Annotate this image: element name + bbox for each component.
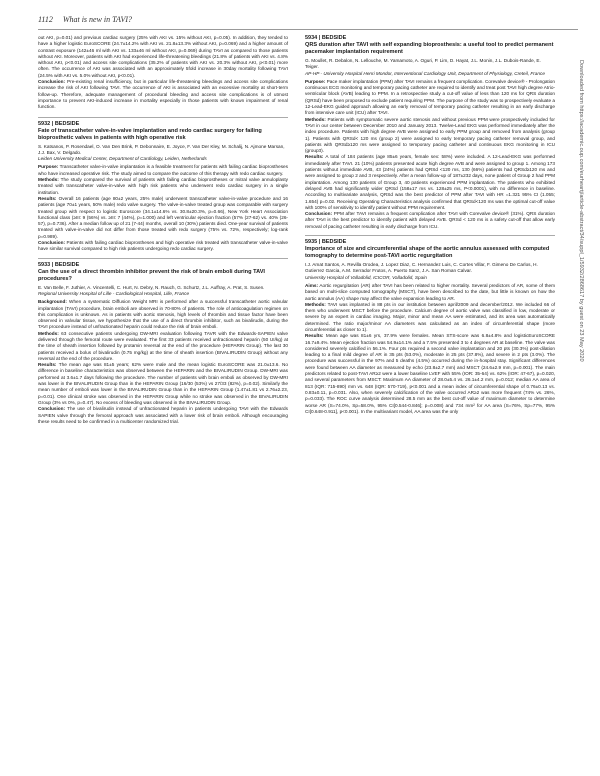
abstract-affiliation: Leiden University Medical Center, Department of Cardiology, Leiden, Netherlands <box>38 156 207 162</box>
section-label: Conclusion: <box>38 406 66 412</box>
abstract-authors: S. Katsanos, P. Rosendael, O. Van Den Brink, P. Debonnaire, E. Joyce, F. Van Der Kley, M. Schalij, N. Ajmone Marsan, J.J. Bax, V. Delgado. <box>38 143 285 155</box>
section-label: Conclusion: <box>38 79 66 85</box>
abstract-5934 <box>305 35 555 230</box>
abstract-section <box>305 283 555 302</box>
abstract-section <box>305 79 555 117</box>
section-label: Aims: <box>305 282 319 288</box>
abstract-section <box>38 331 288 362</box>
section-label: Conclusion: <box>38 240 66 246</box>
abstract-section <box>38 406 288 425</box>
section-text: 63 consecutive patients undergoing DW-MRI evaluation following TAVR with the Edwards-SAPIEN valve delivered through the femoral route were evaluated. The first 33 patients received unfractionated heparin (50 UI/kg) at the time of sheath insertion followed by protamin reversal at the end of the procedure (HEPARIN Group). The last 30 patients received a bolus of bivalirudin (0.75 mg/kg) at the time of sheath insertion (BIVALIRUDIN Group) without any reversal at the end of the procedure. <box>38 330 288 361</box>
section-label: Purpose: <box>305 78 326 84</box>
section-label: Methods: <box>305 116 326 122</box>
section-text: Aortic regurgitation (AR) after TAVI has been related to higher mortality. Several predictors of AR, some of them based on multi-slice computed tomography (MSCT), have been described to the date, but little is known on how the aortic annulus (AA) shape may affect the valve expansion leading to AR. <box>305 282 555 301</box>
abstract-id: 5933 | BEDSIDE <box>38 261 80 268</box>
download-watermark <box>576 60 586 640</box>
running-header <box>38 15 132 24</box>
section-text: Transcatheter valve-in-valve implantation is a feasible treatment for patients with failing cardiac bioprostheses who have increased operative risk. The study aimed to compare the outcome of this therapy with redo cardiac surgery. <box>38 164 288 176</box>
section-label: Results: <box>305 154 324 160</box>
abstract-section <box>38 177 288 196</box>
abstract-title: Can the use of a direct thrombin inhibitor prevent the risk of brain emboli during TAVI procedures? <box>38 268 265 282</box>
abstract-5935 <box>305 235 555 415</box>
journal-section: What is new in TAVI? <box>62 15 133 24</box>
section-text: PPM after TAVI remains a frequent complication after TAVI with Corevalve device® (31%). QRS duration after TAVI is the best predictor to identify patient with delayed AVB. QRSd < 120 ms is a safety cut-off that allow early removal of pacing catheter resulting in early discharge from ICU. <box>305 211 555 229</box>
abstract-section <box>38 196 288 240</box>
abstract-section <box>305 302 555 333</box>
section-text: When a systematic Diffusion Weight MRI is performed after a successful transcatheter aortic valvular implantation (TAVI) procedure, brain emboli are observed in 70-80% of patients. The role of anticoagulation regimen on this complication is unknown. As in patients with aortic stenosis, high levels of thrombin and tissue factor have been observed in valvular tissue, we hypothesize that the use of a direct thrombin inhibitor, such as bivalirudin, during the TAVI procedure instead of unfractionated heparin could reduce the risk of brain emboli. <box>38 299 288 330</box>
abstract-section <box>38 164 288 177</box>
abstract-5932 <box>38 117 288 253</box>
section-text: The study compared the survival of patients with failing cardiac bioprostheses or mitral valve annuloplasty treated with transcatheter valve-in-valve with high risk patients who underwent redo cardiac surgery in a single institution. <box>38 177 289 195</box>
header-rule <box>38 29 578 30</box>
abstract-section <box>305 117 555 155</box>
section-label: Background: <box>38 299 67 305</box>
left-column <box>38 35 288 425</box>
section-text: Mean age was 81±6 yrs, 37.9% were females. Mean STS-score was 6.8±4.8% and logisticEuroSCORE 16.7±9.4%. Mean ejection fraction was 54.9±14.1% and a 7.5% presented 3 to 4 degrees AR at baseline. The valve was considered severely calcified in 56.1%. Four pts required a second valve implantation and 20 pts (30.3%) post-dilation leading to a final mild degree of AR in 35 pts (53.0%), moderate in 25 pts (37.8%), and severe in 2 pts (3.0%). The procedure was successful in the 97% and 5 deaths (4.5%) occurred during the in-hospital stay. Significant differences were found between AA diameter as measured by echo (23.8±2.7 mm) and MSCT (24.6±2.9 mm, p=0.001). The main predictors related to post-TAVI AR≥2 were a lower baseline LVEF with 55% (IOR: 35-64) vs. 62% (IOR: 47-67), p=0.020, and several parameters from MSCT: Maximum AA diameter of 28.0±5.4 vs. 26.1±4.2 mm, p=0.012; median AA area of 813 (IQR: 715-890) mm vs. 648 (IQR: 570-719), p<0.001 and a mean index of circumferential shape of 0.76±0.13 vs. 0.83±0.11, p=0.031. Also, when severely calcification of the valve occurred AR≥2 was more frequent (74% vs. 26%, p=0.033). The ROC curve analysis determined 28.5 mm as the best cut-off value of maximum diameter to determine worse AR (S=74.0%, Sp=58.0%, 95% CI[0.544-0.846]; p=0.008) and 734 mm² for AA area (S=76%, Sp=77%, 95% CI[0.648-0.911], p<0.001). In the multivariant model, AA area was the only <box>305 333 555 414</box>
continuation-text: out AKI, p=0.01) and previous cardiac surgery (25% with AKI vs. 15% without AKI, p=0.05). In addition, they tended to have a higher logistic EuroSCORE (24.7±14.2% with AKI vs. 21.8±13.3% without AKI, p=0.069) and a higher amount of contrast exposure (142±46 ml with AKI vs. 133±46 ml without AKI, p=0.069) during TAVI as compared to those patients without AKI. Moreover, patients with AKI had experienced life-threatening bleedings (21.8% of patients with AKI vs. 4.8% without AKI, p<0.01) and access site complications (35.2% of patients with AKI vs. 20.3% without AKI, p<0.01) more often. The occurrence of AKI was associated with an approximately 5fold increase in 30day mortality following TAVI (24.5% with AKI vs. 5.0% without AKI, p<0.01). <box>38 35 288 78</box>
section-label: Purpose: <box>38 164 59 170</box>
section-text: Pace maker implantation (PPM) after TAVI remains a frequent complication. Corevalve device® - Prolongation continuous ECG monitoring and temporary pacing catheter are required to identify and treat post TAVI high degree Atrio-ventricular block (AVB) leading to PPM. In a retrospective study a cut-off value of less than 120 ms for QRS duration (QRSd) have been proposed to exclude patient requiring PPM. The purpose of the study was to prospectively evaluate a 12-Lead-EKG guided approach allowing an early removal of temporary pacing catheter resulting in an early discharge from intensive care unit (ICU) after TAVI. <box>305 78 555 116</box>
section-text: Patients with symptomatic severe aortic stenosis and without previous PPM were prospectively included for TAVI in our center between December 2010 and January 2013. Twelve-Lead EKG was performed immediately after the index procedure. Patients with high degree AVB were assigned to early PPM group and removed from analysis (group 1). Patients with QRSd< 120 ms (group 2) were assigned to early temporary pacing catheter removal group, and patients with QRSd≥120 ms were assigned to temporary pacing catheter and continuous EKG monitoring in ICU (group3). <box>305 116 555 154</box>
abstract-section <box>38 240 288 253</box>
section-text: The use of bivalirudin instead of unfractionated heparin in patients undergoing TAVI with the Edwards SAPIEN valve through the femoral approach was associated with a lower risk of brain emboli. Although encouraging these results need to be confirmed in a multicenter randomized trial. <box>38 406 288 424</box>
section-label: Methods: <box>38 330 59 336</box>
section-label: Results: <box>305 333 324 339</box>
section-text: TAVI was implanted in 88 pts in our institution between april/2009 and december/2012. We included 66 of them who underwent MSCT before the procedure. Calcium degree of aortic valve was classified in low, moderate or severe by an expert in cardiac imaging. Major, minor and mean AA were estimated, and its area was automatically determined. The ratio major/minor AA diameters was calculated as an index of circumferential shape (more circumferential as closer to 1). <box>305 301 555 332</box>
abstract-authors: I.J. Amat Santos, A. Revilla Orodea, J. Lopez Diaz, C. Hernandez Luis, C. Cortes Villar, F. Gimeno De Carlos, H. Gutierrez Garcia, A.M. Serrador Frutos, A. Puerto Sanz, J.A. San Roman Calvar. <box>305 262 538 274</box>
section-text: Pre-existing renal insufficiency, but in particular life-threatening bleedings and access site complications increase the risk of AKI following TAVI. The occurrence of AKI is associated with an excessive mortality at short-term follow-up. Therefore, adequate management of procedural bleeding and access site complications is of utmost importance to prevent AKI-induced increase in mortality especially in those patients with known impairment of renal function. <box>38 79 288 110</box>
abstract-id: 5935 | BEDSIDE <box>305 239 347 246</box>
abstract-section <box>38 362 288 406</box>
right-column <box>305 35 555 415</box>
abstract-affiliation: University Hospital of Valladolid, ICICOR, Valladolid, Spain <box>305 274 427 280</box>
abstract-affiliation: Regional University Hospital of Lille - Cardiological Hospital, Lille, France <box>38 290 190 296</box>
abstract-id: 5932 | BEDSIDE <box>38 120 80 127</box>
abstract-5933 <box>38 258 288 426</box>
section-label: Methods: <box>38 177 59 183</box>
abstract-section <box>305 211 555 230</box>
abstract-title: QRS duration after TAVI with self expanding bioprosthesis: a useful tool to predict permanent pacemaker implantation requirement <box>305 42 554 55</box>
section-text: The mean age was 81±5 years; 62% were male and the mean logistic EuroSCORE was 21.0±13.6. No difference in baseline characteristics was observed between the HEPARIN and the BIVALIRUDIN Group. DW-MRI was performed at 3.6±1.7 days following the procedure. The number of patients with brain emboli as observed by DW-MRI was lower in the BIVALIRUDIN Group than in the HEPARIN Group (16/30 (53%) vs 27/33 (82%), p=0.02). Similarly the mean number of emboli was lower in the BIVALIRUDIN Group than in the HEPARIN Group (1.47±1.81 vs 2.76±2.23, p=0.01). One clinical stroke was observed in the HEPARIN Group while no stroke was observed in the BIVALIRUDIN Group (3% vs 0%, p=0.47). No excess of bleeding was observed in the BIVALIRUDIN Group. <box>38 362 288 405</box>
section-text: Patients with failing cardiac bioprostheses and high operative risk treated with transcatheter valve-in-valve have similar survival compared to high risk patients undergoing redo cardiac surgery. <box>38 240 288 252</box>
abstract-section <box>305 154 555 211</box>
section-label: Methods: <box>305 301 326 307</box>
section-label: Results: <box>38 362 57 368</box>
page-number: 1112 <box>38 15 53 24</box>
section-text: A total of 184 patients (age 85±6 years, female sex: 58%) were included. A 12-Lead-EKG was performed immediately after TAVI. 21 (10%) patients presented acute high degree AVB and were assigned to group 1. Among 173 patients without immediate AVB, 43 (24%) patients had QRSd <120 ms, 130 (66%) patients had QRSd≥120 ms and were assigned to group 2 and 3 respectively. After a mean follow-up of 187±232 days, none patient of Group 2 had PPM implantation. Among 130 patients of Group 3, 40 patients experienced PPM implantation. The patients who exhibited delayed AVB had significantly wider QRSd (158±17 ms vs. 128±25 ms, P<0.0001), with no difference in baseline. According to multivariate analysis, QRSd was the best predictor of PPM after TAVI with HR =1.321 95% CI (1.055; 1.654) p=0.02. Receiving Operating Characteristics analysis confirmed that QRSd<120 ms was the optimal cut-off value with 100% of sensitivity to identify patient without PPM requirement. <box>305 154 555 210</box>
abstract-authors: E. Van Belle, F. Juthier, A. Vincentelli, C. Hurt, N. Debry, N. Rauch, G. Schurtz, J.L. Auffray, A. Prat, S. Susen. <box>38 284 265 290</box>
continuation-conclusion <box>38 79 288 110</box>
section-text: Overall 16 patients (age 80±2 years, 25% male) underwent transcatheter valve-in-valve procedure and 16 patients (age 70±1 years, 50% male) redo valve surgery. The valve-in-valve treated group was comparable with surgery treated group with respect to logistic Euroscore (34.1±14.6% vs. 30.8±20.3%, p=0.66), New York Heart Association functional class (≥III: 9 (56%) vs. ≥III: 7 (44%), p=1.000) and left ventricular ejection fraction (57% (27-62) vs. 40% (26-57), p=0.736). After a median follow up of 21 (7-44) months, overall 10 (30%) patients died. One-year survival of patients treated with valve-in-valve did not differ from those treated with redo surgery (75% vs. 72%, respectively; log-rank p=0.989). <box>38 195 288 239</box>
abstract-id: 5934 | BEDSIDE <box>305 35 347 41</box>
abstract-section <box>38 299 288 330</box>
download-note: Downloaded from https://academic.oup.com/eurheartj/article-abstract/34/suppl_1/5932/2868617 by guest on 23 May 2020 <box>578 60 584 362</box>
section-label: Conclusion: <box>305 211 333 217</box>
abstract-section <box>305 333 555 415</box>
abstract-title: Importance of size and circumferential shape of the aortic annulus assessed with computed tomography to determine post-TAVI aortic regurgitation <box>305 246 550 260</box>
abstract-authors: G. Moullet, R. Debalon, N. Lellouche, M. Yamamoto, A. Oguri, P. Lim, D. Hayat, J.L. Monin, J.L. Dubois-Rande, E. Teiger. <box>305 58 541 70</box>
abstract-title: Fate of transcatheter valve-in-valve implantation and redo cardiac surgery for failing bioprosthetic valves in patients with high operative risk <box>38 127 262 141</box>
abstract-affiliation: AP-HP - University Hospital Henri Mondor, Interventional Cardiology Unit, Department of Physiology, Creteil, France <box>305 70 545 76</box>
section-label: Results: <box>38 195 57 201</box>
